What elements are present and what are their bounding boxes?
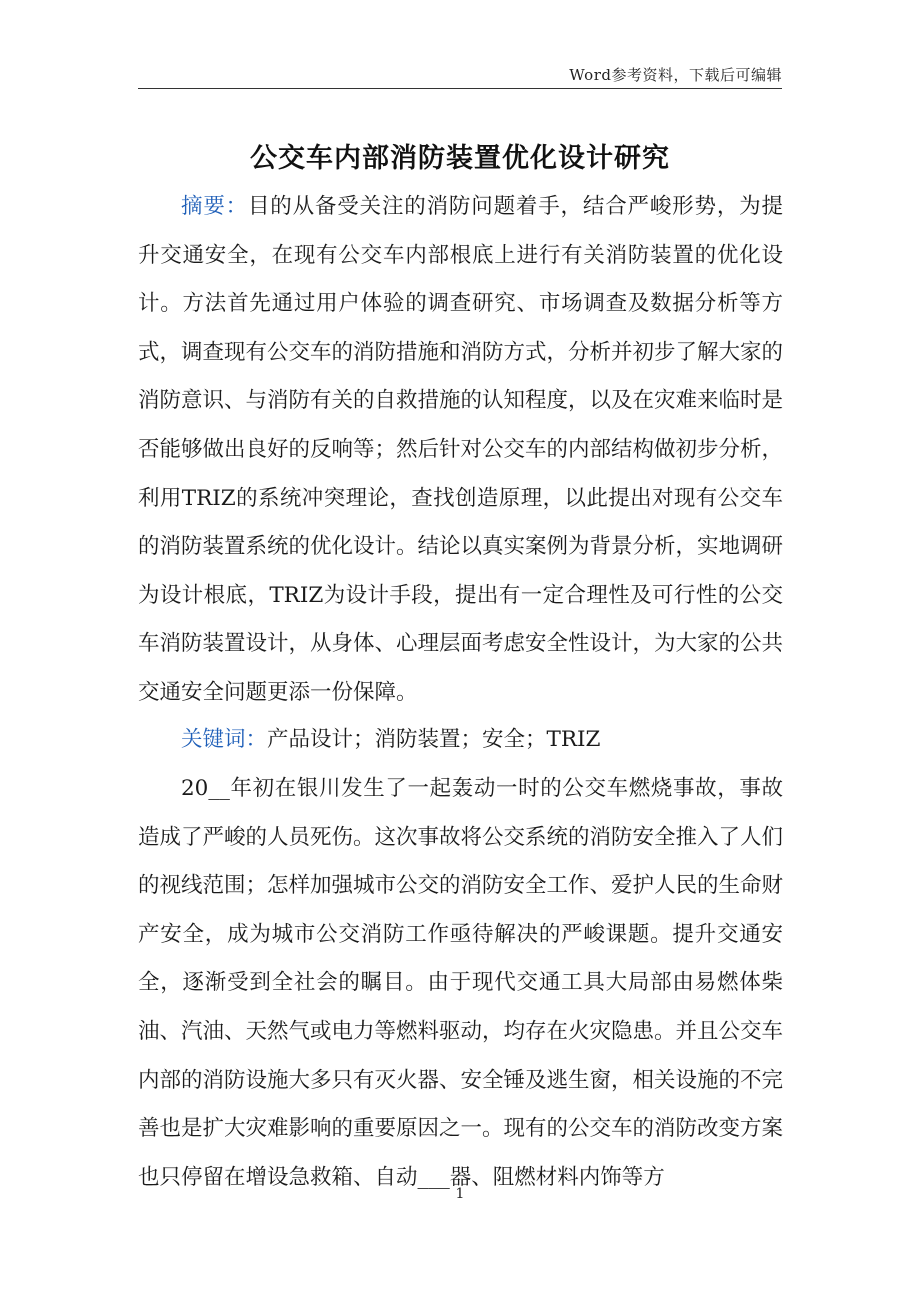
page-number: 1 bbox=[455, 1186, 465, 1202]
page-header: Word参考资料，下载后可编辑 bbox=[569, 66, 782, 84]
keywords-text: 产品设计；消防装置；安全；TRIZ bbox=[267, 727, 601, 752]
abstract-text: 目的从备受关注的消防问题着手，结合严峻形势，为提升交通安全，在现有公交车内部根底上进行有关消防装置的优化设计。方法首先通过用户体验的调查研究、市场调查及数据分析等方式，调查现有公交车的消防措施和消防方式，分析并初步了解大家的消防意识、与消防有关的自救措施的认知程度，以及在灾难来临时是否能够做出良好的反响等；然后针对公交车的内部结构做初步分析，利用TRIZ的系统冲突理论，查找创造原理，以此提出对现有公交车的消防装置系统的优化设计。结论以真实案例为背景分析，实地调研为设计根底，TRIZ为设计手段，提出有一定合理性及可行性的公交车消防装置设计，从身体、心理层面考虑安全性设计，为大家的公共交通安全问题更添一份保障。 bbox=[138, 194, 784, 705]
header-divider bbox=[138, 88, 782, 89]
keywords-label: 关键词： bbox=[181, 727, 268, 752]
document-title: 公交车内部消防装置优化设计研究 bbox=[250, 143, 670, 174]
keywords-paragraph bbox=[138, 716, 783, 765]
abstract-paragraph bbox=[138, 183, 783, 718]
intro-paragraph: 20__年初在银川发生了一起轰动一时的公交车燃烧事故，事故造成了严峻的人员死伤。这次事故将公交系统的消防安全推入了人们的视线范围；怎样加强城市公交的消防安全工作、爱护人民的生命财产安全，成为城市公交消防工作亟待解决的严峻课题。提升交通安全，逐渐受到全社会的瞩目。由于现代交通工具大局部由易燃体柴油、汽油、天然气或电力等燃料驱动，均存在火灾隐患。并且公交车内部的消防设施大多只有灭火器、安全锤及逃生窗，相关设施的不完善也是扩大灾难影响的重要原因之一。现有的公交车的消防改变方案也只停留在增设急救箱、自动___器、阻燃材料内饰等方 bbox=[138, 776, 783, 1190]
abstract-label: 摘要： bbox=[181, 194, 248, 219]
